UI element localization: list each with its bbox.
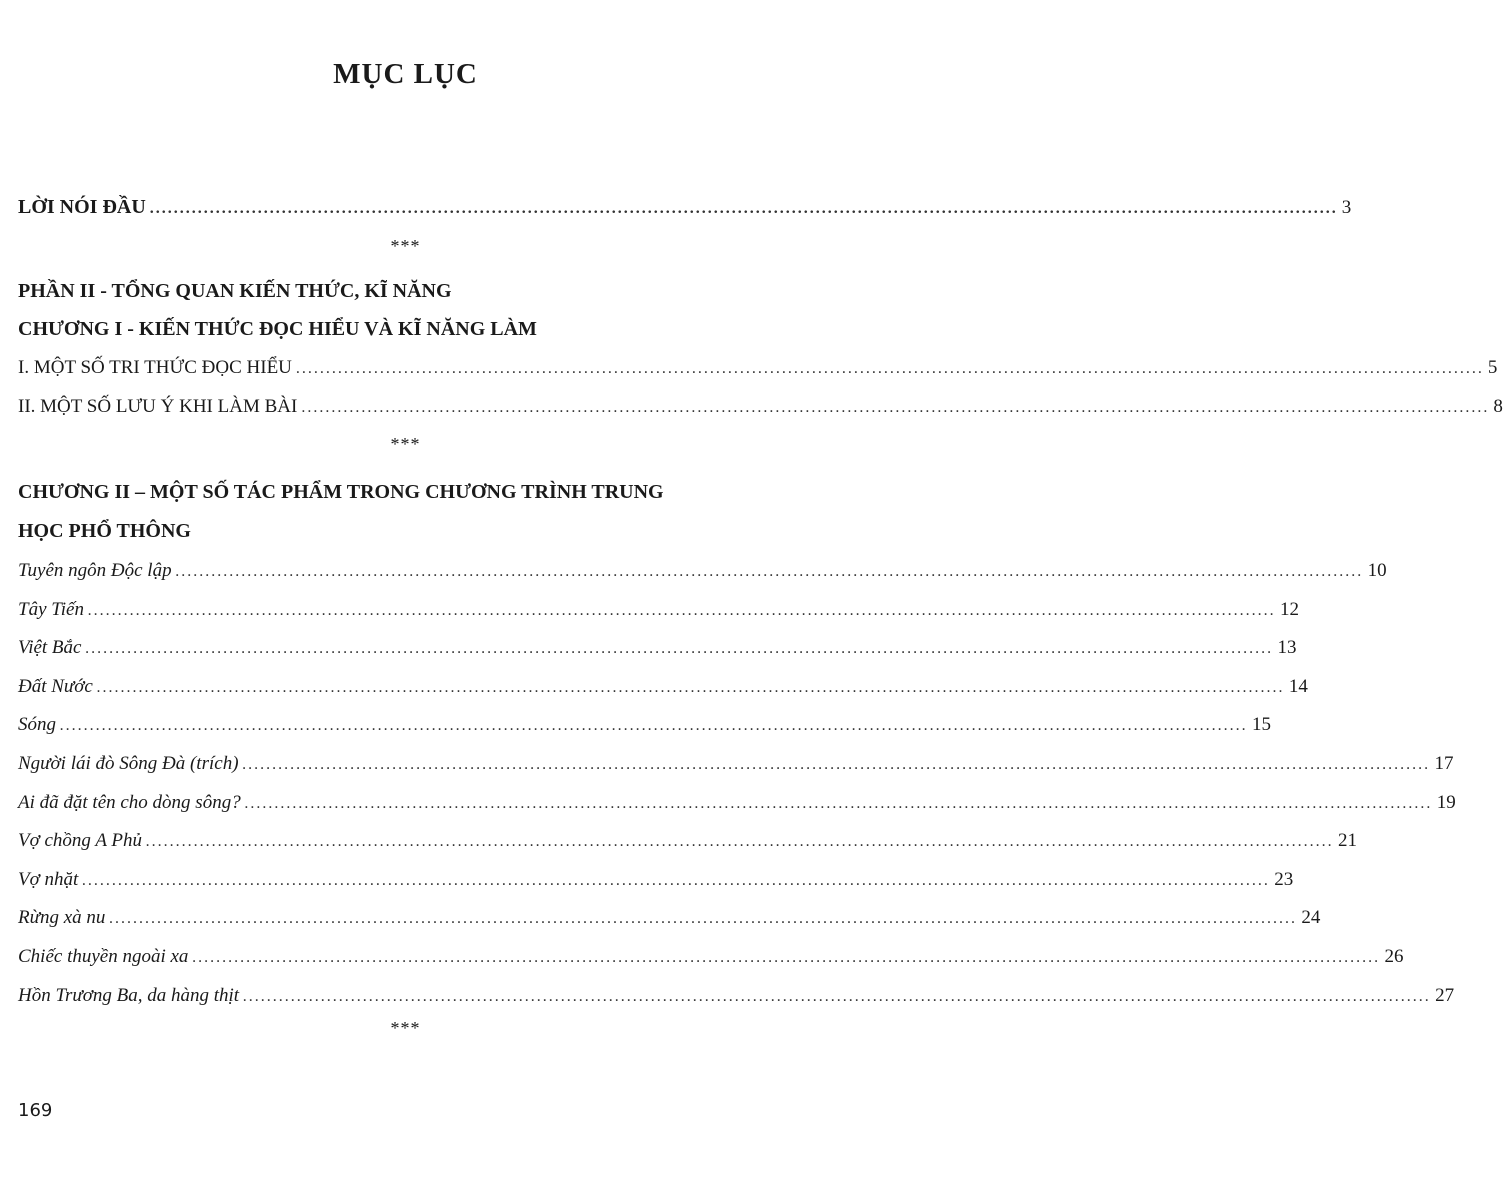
toc-page-number: 14: [1288, 675, 1308, 697]
toc-page-number: 12: [1279, 598, 1299, 620]
toc-page-number: 26: [1384, 946, 1404, 967]
leader-dots: ......................................................................................................................................................................................................: [60, 717, 1248, 735]
toc-entry[interactable]: [18, 868, 1294, 891]
chapter-heading-continued: HỌC PHỔ THÔNG: [18, 520, 191, 542]
toc-page-number: 27: [1435, 984, 1455, 1006]
leader-dots: ......................................................................................................................................................................................................: [301, 399, 1490, 416]
toc-page-number: 8: [1493, 396, 1503, 417]
toc-entry[interactable]: [18, 396, 1503, 418]
toc-page-number: 13: [1277, 637, 1297, 659]
leader-dots: ......................................................................................................................................................................................................: [192, 949, 1381, 966]
toc-entry-label: Hồn Trương Ba, da hàng thịt: [18, 984, 240, 1006]
toc-page-number: 19: [1436, 791, 1456, 813]
toc-page-number: 24: [1301, 907, 1321, 929]
toc-entry-label: Chiếc thuyền ngoài xa: [18, 946, 189, 967]
section-separator: ***: [390, 236, 421, 256]
toc-entry[interactable]: [18, 675, 1308, 698]
leader-dots: ......................................................................................................................................................................................................: [145, 833, 1334, 851]
chapter-heading: CHƯƠNG I - KIẾN THỨC ĐỌC HIỂU VÀ KĨ NĂNG LÀM: [18, 318, 537, 340]
toc-page-number: 23: [1274, 868, 1294, 890]
toc-entry-label: Tây Tiến: [18, 598, 84, 620]
toc-entry[interactable]: [18, 637, 1297, 659]
leader-dots: ......................................................................................................................................................................................................: [244, 794, 1433, 812]
toc-page-number: 10: [1367, 560, 1387, 581]
toc-entry-label: Sóng: [18, 714, 56, 736]
leader-dots: ......................................................................................................................................................................................................: [149, 200, 1338, 217]
toc-entry-label: Việt Bắc: [18, 637, 82, 659]
toc-page-number: 15: [1252, 714, 1271, 736]
section-separator: ***: [390, 1018, 421, 1038]
leader-dots: ......................................................................................................................................................................................................: [85, 640, 1274, 658]
toc-entry[interactable]: [18, 830, 1357, 852]
toc-page-number: 5: [1487, 357, 1498, 378]
leader-dots: ......................................................................................................................................................................................................: [109, 910, 1298, 928]
toc-entry-label: I. MỘT SỐ TRI THỨC ĐỌC HIỂU: [18, 357, 292, 378]
toc-page-number: 21: [1337, 830, 1357, 852]
leader-dots: ......................................................................................................................................................................................................: [242, 756, 1431, 773]
leader-dots: ......................................................................................................................................................................................................: [82, 871, 1271, 889]
toc-entry[interactable]: [18, 560, 1387, 582]
toc-entry-label: Người lái đò Sông Đà (trích): [18, 753, 239, 774]
page-title: MỤC LỤC: [333, 58, 478, 90]
toc-entry-label: Ai đã đặt tên cho dòng sông?: [18, 791, 241, 813]
leader-dots: ......................................................................................................................................................................................................: [175, 563, 1364, 580]
toc-page-number: 17: [1434, 753, 1454, 774]
toc-entry[interactable]: [18, 714, 1271, 736]
toc-entry-label: II. MỘT SỐ LƯU Ý KHI LÀM BÀI: [18, 396, 298, 417]
toc-entry[interactable]: [18, 946, 1404, 968]
toc-entry-label: Rừng xà nu: [18, 907, 106, 929]
toc-entry-label: LỜI NÓI ĐẦU: [18, 196, 146, 218]
leader-dots: ......................................................................................................................................................................................................: [243, 987, 1432, 1005]
toc-page-number: 3: [1341, 197, 1352, 218]
chapter-heading: CHƯƠNG II – MỘT SỐ TÁC PHẨM TRONG CHƯƠNG TRÌNH TRUNG: [18, 481, 664, 503]
toc-entry-label: Vợ nhặt: [18, 868, 79, 890]
part-heading: PHẦN II - TỔNG QUAN KIẾN THỨC, KĨ NĂNG: [18, 280, 452, 302]
section-separator: ***: [390, 434, 421, 454]
toc-entry-intro[interactable]: [18, 196, 1352, 219]
toc-entry-label: Vợ chồng A Phủ: [18, 830, 142, 852]
toc-entry-label: Tuyên ngôn Độc lập: [18, 560, 172, 581]
toc-entry[interactable]: [18, 907, 1321, 929]
toc-entry[interactable]: [18, 357, 1498, 379]
toc-entry[interactable]: [18, 791, 1456, 814]
page-number: 169: [18, 1100, 53, 1121]
toc-entry-label: Đất Nước: [18, 675, 93, 697]
leader-dots: ......................................................................................................................................................................................................: [96, 678, 1285, 696]
toc-entry[interactable]: [18, 984, 1455, 1007]
leader-dots: ......................................................................................................................................................................................................: [295, 360, 1484, 377]
toc-entry[interactable]: [18, 598, 1299, 621]
toc-entry[interactable]: [18, 753, 1454, 775]
leader-dots: ......................................................................................................................................................................................................: [87, 601, 1276, 619]
